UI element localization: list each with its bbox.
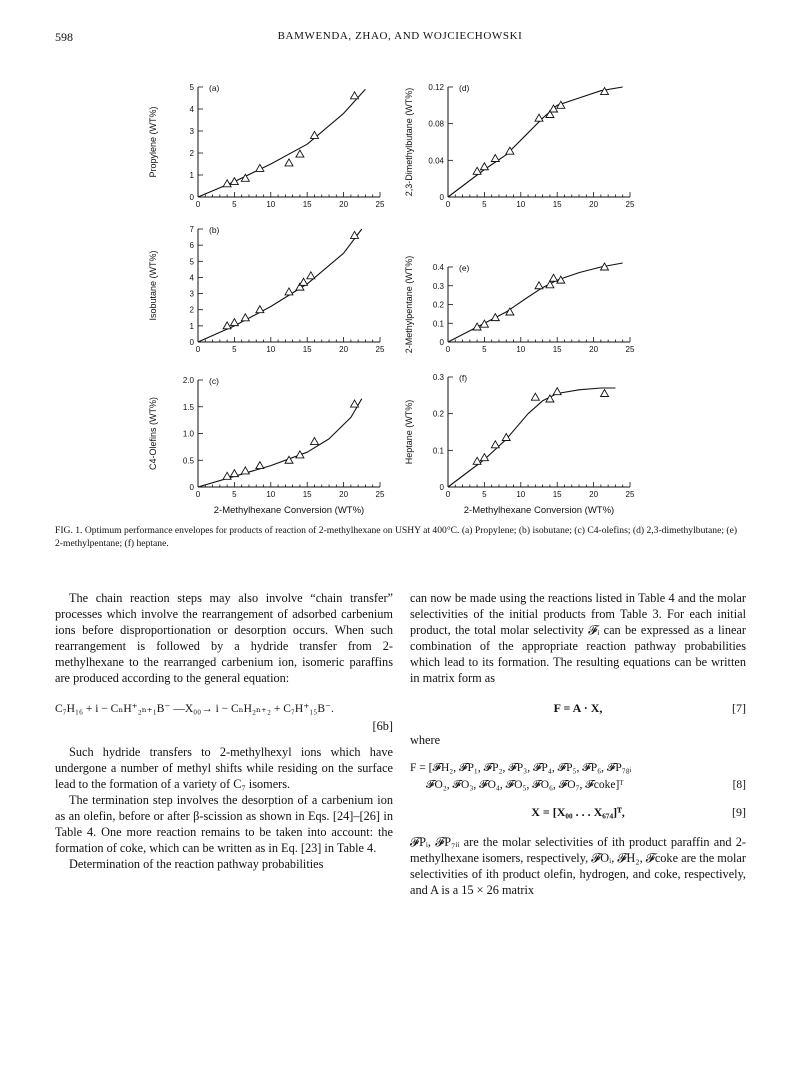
right-column bbox=[410, 590, 746, 898]
y-tick-label: 2 bbox=[189, 149, 194, 158]
y-tick-label: 0.2 bbox=[432, 409, 444, 419]
y-tick-label: 0 bbox=[189, 483, 194, 492]
y-tick-label: 0 bbox=[189, 193, 194, 202]
x-tick-label: 0 bbox=[195, 490, 201, 499]
equation-text: F = A · X, bbox=[553, 701, 603, 715]
x-tick-label: 5 bbox=[482, 345, 487, 354]
paragraph: The termination step involves the desorption of a carbenium ion as an olefin, before or after β-scission as shown in Eqs. [24]–[26] in Table 4. One more reaction remains to be taken into account: the formation of coke, which can be written as in Eq. [23] in Table 4. bbox=[55, 793, 393, 855]
data-point-triangle bbox=[230, 178, 238, 185]
x-tick-label: 20 bbox=[589, 490, 599, 499]
x-tick-label: 0 bbox=[445, 200, 451, 209]
x-tick-label: 5 bbox=[232, 490, 237, 499]
data-point-triangle bbox=[230, 470, 238, 477]
data-point-triangle bbox=[550, 274, 558, 281]
data-point-triangle bbox=[241, 467, 249, 474]
x-tick-label: 10 bbox=[266, 490, 276, 499]
y-tick-label: 1 bbox=[189, 171, 194, 180]
x-tick-label: 10 bbox=[266, 345, 276, 354]
envelope-curve bbox=[448, 87, 623, 197]
y-tick-label: 3 bbox=[189, 127, 194, 136]
x-tick-label: 25 bbox=[375, 200, 385, 209]
y-tick-label: 0.08 bbox=[428, 119, 444, 129]
panel-label: (b) bbox=[209, 225, 220, 235]
data-point-triangle bbox=[491, 314, 499, 321]
panel-label: (c) bbox=[209, 376, 219, 386]
y-axis-label: Isobutane (WT%) bbox=[148, 250, 158, 321]
equation-line: 𝓕O₂, 𝓕O₃, 𝓕O₄, 𝓕O₅, 𝓕O₆, 𝓕O₇, 𝓕coke]ᵀ bbox=[426, 779, 624, 791]
y-tick-label: 0.5 bbox=[182, 456, 194, 466]
data-point-triangle bbox=[256, 306, 264, 313]
y-tick-label: 4 bbox=[189, 273, 194, 283]
data-point-triangle bbox=[223, 322, 231, 329]
x-tick-label: 10 bbox=[516, 200, 526, 209]
y-tick-label: 0.3 bbox=[432, 373, 444, 382]
envelope-curve bbox=[198, 399, 362, 487]
data-point-triangle bbox=[223, 472, 231, 479]
y-tick-label: 0.04 bbox=[428, 156, 444, 166]
y-tick-label: 0 bbox=[439, 483, 444, 492]
x-tick-label: 20 bbox=[339, 345, 349, 354]
x-tick-label: 25 bbox=[625, 200, 635, 209]
x-tick-label: 10 bbox=[516, 345, 526, 354]
y-tick-label: 0.1 bbox=[432, 319, 444, 329]
x-tick-label: 10 bbox=[266, 200, 276, 209]
y-tick-label: 6 bbox=[189, 241, 194, 251]
envelope-curve bbox=[198, 229, 362, 342]
y-tick-label: 5 bbox=[189, 83, 194, 92]
x-tick-label: 25 bbox=[625, 490, 635, 499]
x-tick-label: 15 bbox=[302, 200, 312, 209]
figure-1 bbox=[0, 0, 785, 525]
data-point-triangle bbox=[473, 323, 481, 330]
y-tick-label: 0 bbox=[189, 338, 194, 347]
equation-number: [9] bbox=[732, 805, 746, 819]
y-tick-label: 1 bbox=[189, 321, 194, 331]
y-tick-label: 5 bbox=[189, 257, 194, 267]
x-tick-label: 5 bbox=[232, 200, 237, 209]
data-point-triangle bbox=[491, 155, 499, 162]
data-point-triangle bbox=[553, 388, 561, 395]
y-axis-label: Propylene (WT%) bbox=[148, 106, 158, 178]
envelope-curve bbox=[448, 388, 615, 487]
y-axis-label: 2,3-Dimethylbutane (WT%) bbox=[404, 87, 414, 197]
y-tick-label: 1.0 bbox=[182, 429, 194, 439]
y-tick-label: 0.12 bbox=[428, 83, 444, 92]
data-point-triangle bbox=[502, 434, 510, 441]
y-axis-label: Heptane (WT%) bbox=[404, 399, 414, 465]
x-tick-label: 10 bbox=[516, 490, 526, 499]
y-tick-label: 0.1 bbox=[432, 446, 444, 456]
equation-number: [6b] bbox=[372, 719, 393, 733]
data-point-triangle bbox=[491, 441, 499, 448]
y-tick-label: 4 bbox=[189, 105, 194, 114]
data-point-triangle bbox=[601, 390, 609, 397]
data-point-triangle bbox=[480, 163, 488, 170]
data-point-triangle bbox=[285, 288, 293, 295]
x-tick-label: 0 bbox=[195, 200, 201, 209]
page-number: 598 bbox=[55, 30, 73, 44]
equation-line: F = [𝓕H₂, 𝓕P₁, 𝓕P₂, 𝓕P₃, 𝓕P₄, 𝓕P₅, 𝓕P₆, 𝓕P₇₈ᵢ bbox=[410, 762, 632, 774]
x-tick-label: 20 bbox=[589, 345, 599, 354]
x-tick-label: 20 bbox=[339, 490, 349, 499]
equation-text: X = [X₀₀ . . . X₆₇₄]ᵀ, bbox=[531, 805, 625, 819]
x-tick-label: 0 bbox=[195, 345, 201, 354]
x-tick-label: 25 bbox=[375, 490, 385, 499]
data-point-triangle bbox=[351, 400, 359, 407]
y-tick-label: 3 bbox=[189, 289, 194, 299]
x-tick-label: 0 bbox=[445, 490, 451, 499]
x-tick-label: 25 bbox=[375, 345, 385, 354]
y-tick-label: 2 bbox=[189, 305, 194, 315]
y-tick-label: 0.3 bbox=[432, 281, 444, 291]
data-point-triangle bbox=[241, 314, 249, 321]
data-point-triangle bbox=[310, 438, 318, 445]
panel-label: (f) bbox=[459, 373, 468, 383]
equation-6b bbox=[55, 700, 393, 718]
where-text: where bbox=[410, 733, 441, 747]
equation-number: [7] bbox=[732, 701, 746, 715]
data-point-triangle bbox=[310, 131, 318, 138]
y-tick-label: 2.0 bbox=[182, 376, 194, 385]
x-axis-label: 2-Methylhexane Conversion (WT%) bbox=[463, 505, 615, 516]
equation-9 bbox=[410, 804, 746, 822]
data-point-triangle bbox=[300, 278, 308, 285]
x-tick-label: 15 bbox=[302, 490, 312, 499]
data-point-triangle bbox=[535, 282, 543, 289]
paragraph: 𝓕Pᵢ, 𝓕P₇ᵢᵢ are the molar selectivities of ith product paraffin and 2-methylhexane isomers, respectively, 𝓕Oᵢ, 𝓕H₂, 𝓕coke are the molar selectivities of ith product olefin, hydrogen, and coke, respectively, and A is a 15 × 26 matrix bbox=[410, 835, 746, 897]
running-head: BAMWENDA, ZHAO, AND WOJCIECHOWSKI bbox=[277, 30, 523, 42]
x-tick-label: 5 bbox=[482, 200, 487, 209]
x-tick-label: 15 bbox=[552, 490, 562, 499]
paragraph: The chain reaction steps may also involve “chain transfer” processes which involve the rearrangement of adsorbed carbenium ions before disproportionation or desorption occurs. When such rearrangement is followed by a hydride transfer from 2-methylhexane to the rearranged carbenium ion, isomeric paraffins are produced according to the general equation: bbox=[55, 591, 393, 685]
figure-caption: FIG. 1. Optimum performance envelopes for products of reaction of 2-methylhexane on USHY at 400°C. (a) Propylene; (b) isobutane; (c) C4-olefins; (d) 2,3-dimethylbutane; (e) 2-methylpentane; (f) heptane. bbox=[55, 525, 738, 549]
equation-text: C₇H₁₆ + i − CₙH⁺₂ₙ₊₁B⁻ —X₀₀→ i − CₙH₂ₙ₊₂ + C₇H⁺₁₅B⁻. bbox=[55, 703, 334, 715]
x-tick-label: 5 bbox=[232, 345, 237, 354]
panel-label: (e) bbox=[459, 263, 470, 273]
panel-label: (d) bbox=[459, 83, 470, 93]
x-axis-label: 2-Methylhexane Conversion (WT%) bbox=[213, 505, 365, 516]
x-tick-label: 5 bbox=[482, 490, 487, 499]
y-axis-label: C4-Olefins (WT%) bbox=[148, 396, 158, 471]
equation-7 bbox=[410, 700, 746, 718]
data-point-triangle bbox=[535, 114, 543, 121]
y-tick-label: 0 bbox=[439, 338, 444, 347]
data-point-triangle bbox=[473, 167, 481, 174]
equation-number: [8] bbox=[732, 779, 746, 791]
envelope-curve bbox=[198, 89, 365, 197]
x-tick-label: 20 bbox=[589, 200, 599, 209]
data-point-triangle bbox=[296, 150, 304, 157]
paragraph: Determination of the reaction pathway probabilities bbox=[69, 857, 324, 871]
x-tick-label: 20 bbox=[339, 200, 349, 209]
y-tick-label: 0.2 bbox=[432, 300, 444, 310]
data-point-triangle bbox=[351, 92, 359, 99]
data-point-triangle bbox=[285, 159, 293, 166]
x-tick-label: 0 bbox=[445, 345, 451, 354]
left-column bbox=[55, 590, 393, 872]
paragraph: Such hydride transfers to 2-methylhexyl ions which have undergone a number of methyl shifts while residing on the surface lead to the formation of a variety of C₇ isomers. bbox=[55, 745, 393, 791]
y-tick-label: 0.4 bbox=[432, 263, 444, 272]
x-tick-label: 25 bbox=[625, 345, 635, 354]
y-tick-label: 7 bbox=[189, 225, 194, 234]
x-tick-label: 15 bbox=[302, 345, 312, 354]
x-tick-label: 15 bbox=[552, 345, 562, 354]
x-tick-label: 15 bbox=[552, 200, 562, 209]
data-point-triangle bbox=[230, 319, 238, 326]
data-point-triangle bbox=[531, 393, 539, 400]
panel-label: (a) bbox=[209, 83, 220, 93]
equation-8 bbox=[410, 760, 746, 794]
y-tick-label: 1.5 bbox=[182, 402, 194, 412]
data-point-triangle bbox=[307, 272, 315, 279]
y-axis-label: 2-Methylpentane (WT%) bbox=[404, 255, 414, 354]
paragraph: can now be made using the reactions listed in Table 4 and the molar selectivities of the initial products from Table 3. For each initial product, the total molar selectivity 𝓕ᵢ can be expressed as a linear combination of the appropriate reaction pathway probabilities which lead to its formation. The resulting equations can be written in matrix form as bbox=[410, 591, 746, 685]
y-tick-label: 0 bbox=[439, 193, 444, 202]
data-point-triangle bbox=[256, 462, 264, 469]
